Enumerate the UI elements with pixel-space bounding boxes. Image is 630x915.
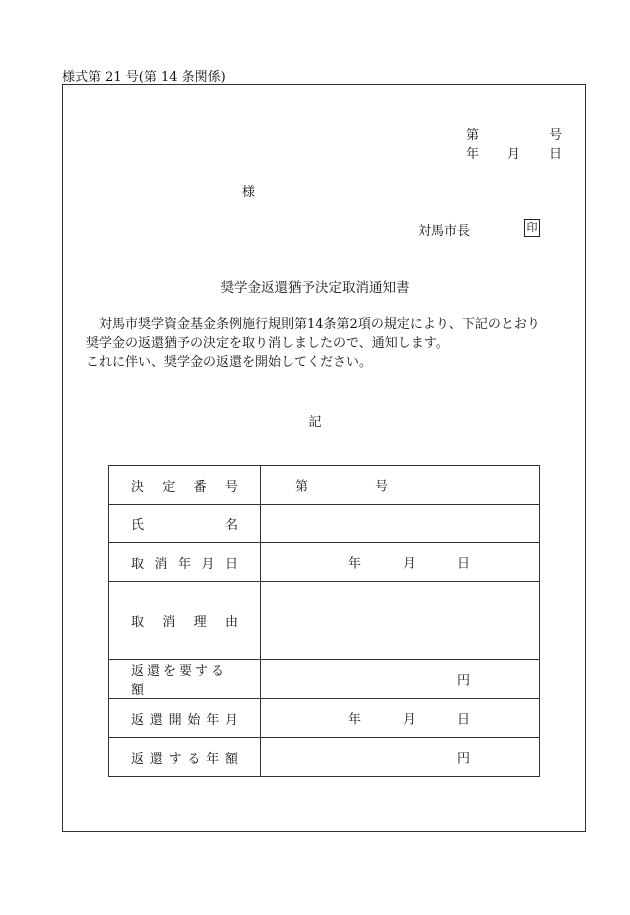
label-char: 始 bbox=[187, 712, 201, 728]
form-number-label: 様式第 21 号(第 14 条関係) bbox=[62, 70, 226, 85]
label-char: 定 bbox=[162, 479, 176, 495]
notice-body-line-3: これに伴い、奨学金の返還を開始してください。 bbox=[86, 355, 373, 370]
label-char: 年 bbox=[177, 556, 191, 572]
field-cancel-reason[interactable] bbox=[261, 582, 540, 660]
document-number-prefix: 第 bbox=[466, 128, 480, 143]
label-text: 返還を要する額 bbox=[131, 664, 228, 698]
value-month: 月 bbox=[403, 556, 417, 572]
label-decision-number bbox=[109, 466, 261, 505]
label-char: 取 bbox=[131, 615, 145, 630]
label-char: 月 bbox=[224, 712, 238, 728]
label-name bbox=[109, 505, 261, 543]
value-year: 年 bbox=[348, 712, 362, 728]
table-row-annual-amount bbox=[109, 738, 540, 777]
label-char: 月 bbox=[201, 556, 215, 572]
table-row-cancel-date bbox=[109, 543, 540, 582]
seal-stamp-icon: 印 bbox=[524, 219, 540, 237]
details-table bbox=[108, 465, 540, 777]
date-day: 日 bbox=[548, 147, 562, 162]
label-cancel-date bbox=[109, 543, 261, 582]
label-char: 返 bbox=[131, 751, 145, 767]
table-row-amount-due bbox=[109, 660, 540, 699]
table-row-cancel-reason bbox=[109, 582, 540, 660]
label-char: 開 bbox=[168, 712, 182, 728]
field-repay-start[interactable] bbox=[261, 699, 540, 738]
value-month: 月 bbox=[403, 712, 417, 728]
date-year: 年 bbox=[466, 147, 480, 162]
label-char: 号 bbox=[224, 479, 238, 495]
label-annual-amount bbox=[109, 738, 261, 777]
value-day: 日 bbox=[457, 712, 471, 728]
label-char: 決 bbox=[131, 479, 145, 495]
value-yen: 円 bbox=[457, 673, 471, 689]
label-repay-start bbox=[109, 699, 261, 738]
date-month: 月 bbox=[507, 147, 521, 162]
label-char: 氏 bbox=[131, 518, 145, 533]
label-char: 取 bbox=[131, 556, 145, 572]
label-char: す bbox=[168, 751, 182, 767]
table-row-name bbox=[109, 505, 540, 543]
label-char: 日 bbox=[224, 556, 238, 572]
value-year: 年 bbox=[348, 556, 362, 572]
field-name[interactable] bbox=[261, 505, 540, 543]
label-char: 番 bbox=[193, 479, 207, 495]
notice-body-line-1: 対馬市奨学資金基金条例施行規則第14条第2項の規定により、下記のとおり bbox=[99, 317, 540, 332]
document-title: 奨学金返還猶予決定取消通知書 bbox=[220, 280, 410, 296]
value-go: 号 bbox=[375, 479, 389, 495]
label-cancel-reason bbox=[109, 582, 261, 660]
field-amount-due[interactable] bbox=[261, 660, 540, 699]
label-char: 年 bbox=[206, 751, 220, 767]
recipient-honorific: 様 bbox=[242, 185, 256, 200]
label-amount-due bbox=[109, 660, 261, 699]
value-day: 日 bbox=[457, 556, 471, 572]
field-decision-number[interactable] bbox=[261, 466, 540, 505]
label-char: 消 bbox=[154, 556, 168, 572]
label-char: 返 bbox=[131, 712, 145, 728]
label-char: 名 bbox=[224, 518, 238, 533]
notice-body-line-2: 奨学金の返還猶予の決定を取り消しましたので、通知します。 bbox=[86, 336, 449, 351]
label-char: 還 bbox=[149, 712, 163, 728]
label-char: 理 bbox=[193, 615, 207, 630]
issuer-name: 対馬市長 bbox=[418, 224, 471, 239]
value-dai: 第 bbox=[295, 479, 309, 495]
ki-heading: 記 bbox=[308, 415, 322, 430]
notice-body bbox=[86, 315, 576, 372]
label-char: 年 bbox=[206, 712, 220, 728]
label-char: 額 bbox=[224, 751, 238, 767]
field-annual-amount[interactable] bbox=[261, 738, 540, 777]
label-char: 由 bbox=[224, 615, 238, 630]
field-cancel-date[interactable] bbox=[261, 543, 540, 582]
label-char: 消 bbox=[162, 615, 176, 630]
label-char: る bbox=[187, 751, 201, 767]
document-number-suffix: 号 bbox=[548, 128, 562, 143]
table-row-repay-start bbox=[109, 699, 540, 738]
label-char: 還 bbox=[149, 751, 163, 767]
table-row-decision-number bbox=[109, 466, 540, 505]
value-yen: 円 bbox=[457, 751, 471, 767]
